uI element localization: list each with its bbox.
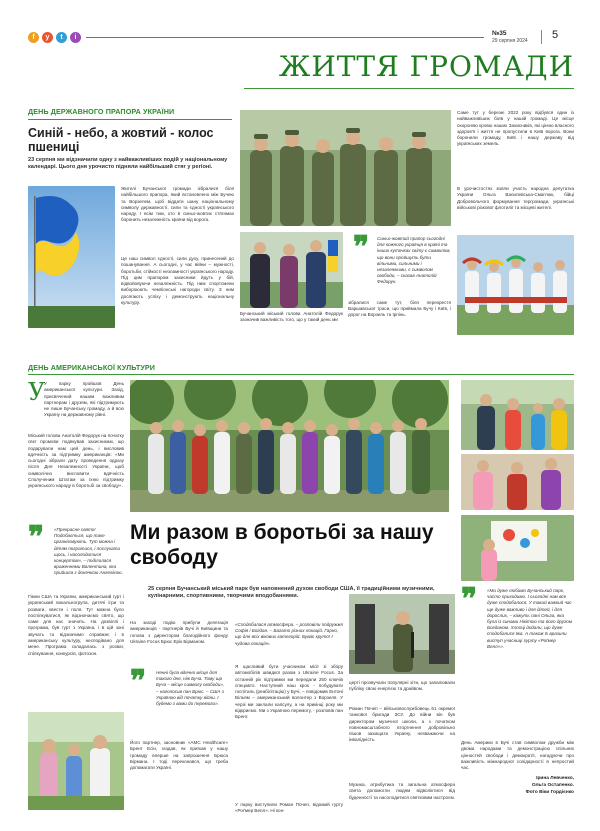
usa-day-rule: [28, 374, 574, 375]
girls-photo: [461, 454, 574, 510]
usa-day-lead: 25 серпня Бучанський міський парк був наповнений духом свободи США, її традиційними музичними, кулінарними, спортивними, творчими вподобаннями.: [148, 586, 435, 600]
flag-day-lead: 23 серпня ми відзначили одну з найважливіших подій у національному календарі. Цього дня урочисто підняли найбільший стяг у регіоні.: [28, 157, 228, 171]
flag-day-headline: Синій - небо, а жовтий - колос пшениці: [28, 126, 214, 154]
usa-day-quote2: Ненні була вдячно місце для такого дня, ніж Буча. Тому що Буча – місце символу свободи», – наголосив пан Брюс. – США з Україною від початку війни. І будемо з вами до перемоги».: [156, 670, 225, 707]
author-1: Ірина Левченко,: [536, 776, 574, 781]
flag-day-text-col1b: Це наш символ єдності, сили духу, принесений до пошанування. А сьогодні, у час війни – мужності, боротьби, стійкості незламності українського народу. Під цим прапором захисники йдуть у бій, відвойовуючи незалежність. Під ним спортсмени вибороюють чемпіонські нагороди світу. З ним досягають успіху і демонструють національну культуру.: [121, 256, 234, 306]
usa-day-text-col1c: Гімни США та України, американський гурт і український вокальногрупа, дитячі ігри та розваги, квести і поля. Тут можна було поспілкуватися, як відзначаємо свято, що саме для нас значить. На дозвіллі і програма, був гурт з Україна, і в цій зоні звучать та відзначимо справжнє і в американську культуру, несподівано для мене. Програма складалась з розваг, спілкування, конкурсів, фотозон.: [28, 594, 124, 656]
header-rule: [86, 37, 484, 38]
drop-cap: У: [28, 378, 46, 406]
flag-day-text-col1: Жителі Бучанської громади зібралися біля найбільшого прапора, який встановлено між Бучею та Ворзелем, щоб віддати шану національному символу державності, сили та єдності українського народу. І всім тим, хто в синьо-жовтих стягнмах боронить незалежність країни від ворога.: [121, 186, 234, 223]
quote-mark-icon: ❞: [130, 664, 147, 699]
kids-photo: [28, 712, 124, 810]
usa-day-text-col1: У парку пройшов День американської культури. Захід, присвячений нашим важливим партнерам і друзям, які підтримують не лише Бучанську громаду, а й всю Україну на державному рівні.: [44, 381, 124, 418]
flag-day-label: ДЕНЬ ДЕРЖАВНОГО ПРАПОРА УКРАЇНИ: [28, 107, 175, 116]
author-2: Ольга Остапенко.: [531, 783, 574, 788]
issue-number: №35: [492, 30, 507, 37]
usa-day-headline: Ми разом в боротьбі за нашу свободу: [130, 521, 434, 569]
telegram-icon[interactable]: t: [56, 32, 67, 43]
flag-day-caption: Бучанський міський голова Анатолій Федорук зазначив важливість того, що у такий день ми: [240, 311, 343, 323]
soldiers-photo: [240, 110, 451, 226]
group-photo: [130, 380, 449, 512]
mayor-photo: [240, 232, 343, 308]
quote-mark-icon: ❞: [461, 582, 478, 617]
usa-day-quote1: «Прекрасне свято! Подобається, що таке організовують. Тут можна і дітям погратися, і послухати щось, і насолодитися концертом», – поділилася враженнями Валентина, яка прийшла з донечкою Ангелікою.: [54, 527, 123, 576]
facebook-icon[interactable]: f: [28, 32, 39, 43]
usa-day-quote3: «Сподобалася атмосфера, – розповіли подружжя Софія і Богдан. – Багато різних локацій. Гарно, що для всіх вікових категорій. Буває круто! І чудова локація».: [235, 622, 343, 646]
dancers-photo: [457, 235, 574, 335]
instagram-icon[interactable]: i: [70, 32, 81, 43]
family-photo: [461, 380, 574, 450]
flag-day-text-col4b: В урочистостях взяли участь народна депутатка України Ольга Василевська-Смаглюк, бійці Добровольчого формування тергромади, українські військові різкової флотилії та місцеві жителі.: [457, 186, 574, 210]
issue-date: 29 серпня 2024: [492, 38, 528, 44]
singer-photo: [349, 594, 455, 674]
usa-day-text-col3: Я щасливий бути учасником місії зі збору автомобілів швидкої разом з Ukraine Focus. За останній рік підтримки ми передали 250 ключів спецавто. Наступний наш крок - побудувати госпіталь (реабілітацію) у Бучі, – повідомив Ентоні Вільям – американський волонтер з Ворзеля. У черзі ми заклали капсулу, а на прикінці року ми відкриємо. Ми з Україною перемогу, - розповів пан Брент.: [235, 664, 343, 720]
header-thin-rule: [244, 88, 574, 89]
usa-day-text-col4c: Музика, атрибутика та загальна атмосфера свята допомогли людям відволіктися від буденності та насолодитися святковим настроєм.: [349, 782, 455, 800]
usa-day-text-col2: На заході подію прибули делегація американців - партнерів Бучі й Київщини та голова з директором благодійного фонду Ukraine Focus Брюс Ерік Бірманом.: [130, 620, 228, 644]
flag-day-text-col3: зібралися саме тут, біля перехрестя Варшавської траси, що приймала Бучу і Київ, і дорог на Ворзель та Ірпінь.: [348, 300, 451, 318]
usa-day-text-col3b: У парку виступили Роман Почеп, відомий гурту «Роґмер Велл». Ні кон-: [235, 802, 343, 814]
painting-photo: [461, 515, 574, 581]
usa-day-text-col5: День Америки в Бучі став символом дружби між двома народами та демонстрацією спільних цінностей свободи і демократії, нагадуючи про важливість міжнародної солідарності в непростий час.: [461, 740, 574, 771]
quote-mark-icon: ❞: [353, 230, 370, 265]
flag-day-rule: [28, 119, 232, 120]
flag-day-text-col4: Саме тут у березні 2022 року відбувся один із найважливіших боїв у нашій громаді. Це місце охороняю кровю наших Захисників, які ціною власного здоров'я і життя не пропустили в Київ ворога. Вони боронили громаду, Київ і нашу державу від українських земель.: [457, 110, 574, 147]
photo-credit: Фото Віки Гордієнко: [525, 790, 574, 795]
flag-day-quote: Синьо-жовтий прапор сьогодні для кожного українця в країні та інших куточках світу є символом, що вони пройшуть бути вільними, сильними і незалежними, є символом свободи, – сказав Анатолій Федорук.: [377, 236, 451, 285]
usa-day-text-col1b: Міський голова Анатолій Федорук на початку свєї промови подякував захисникам, що подарували нам цей день, і висловив вдячність за підтримку американців: «Ми сьогодні зібрали дату проведення одразу після Дня Незалежності України, щоб символічно висловити вдячність Сполученим Штатам за їхню підтримку українського народу в боротьбі за свободу».: [28, 433, 124, 489]
youtube-icon[interactable]: y: [42, 32, 53, 43]
page-number: 5: [552, 29, 559, 41]
flag-photo: [28, 186, 115, 328]
header-divider: [541, 30, 542, 44]
usa-day-text-col2b: Його партнер, засновник «AMC Healthcare» Брент Есін, згадав, як приїхав у нашу громаду вперше на запрошення Брюса Бірмана. І тоді переконався, що треба допомагати Україні.: [130, 740, 228, 771]
usa-day-quote4: «Ми дуже любимо Бучанський парк, часто приходимо. І сьогодні нам все дуже сподобалося. У такий важкий час ще дуже важливо і для дітей, і для дорослих, – кажуть пані Ольга, яка була із синами Нікітою та його другом Богданом. Хлопці додали, що дуже сподобалися їжа. А також їх вразили виступ учасниці гурту «Роґмер Велл»».: [487, 588, 573, 649]
usa-day-text-col4: церті прозвучали популярні хіти, що запалювали публіку свою енергією та драйвом.: [349, 680, 455, 692]
quote-mark-icon: ❞: [28, 520, 45, 555]
usa-day-text-col4b: Роман Почеп – військовослужбовець 61 окремої танкової бригади ЗСУ. До війни він був директором музичної школи, а з початком повномасштабного вторгнення добровільно пішов захищати Україну, незважаючи на інвалідність.: [349, 706, 455, 743]
usa-day-label: ДЕНЬ АМЕРИКАНСЬКОЇ КУЛЬТУРИ: [28, 363, 156, 372]
section-title: ЖИТТЯ ГРОМАДИ: [278, 50, 574, 83]
